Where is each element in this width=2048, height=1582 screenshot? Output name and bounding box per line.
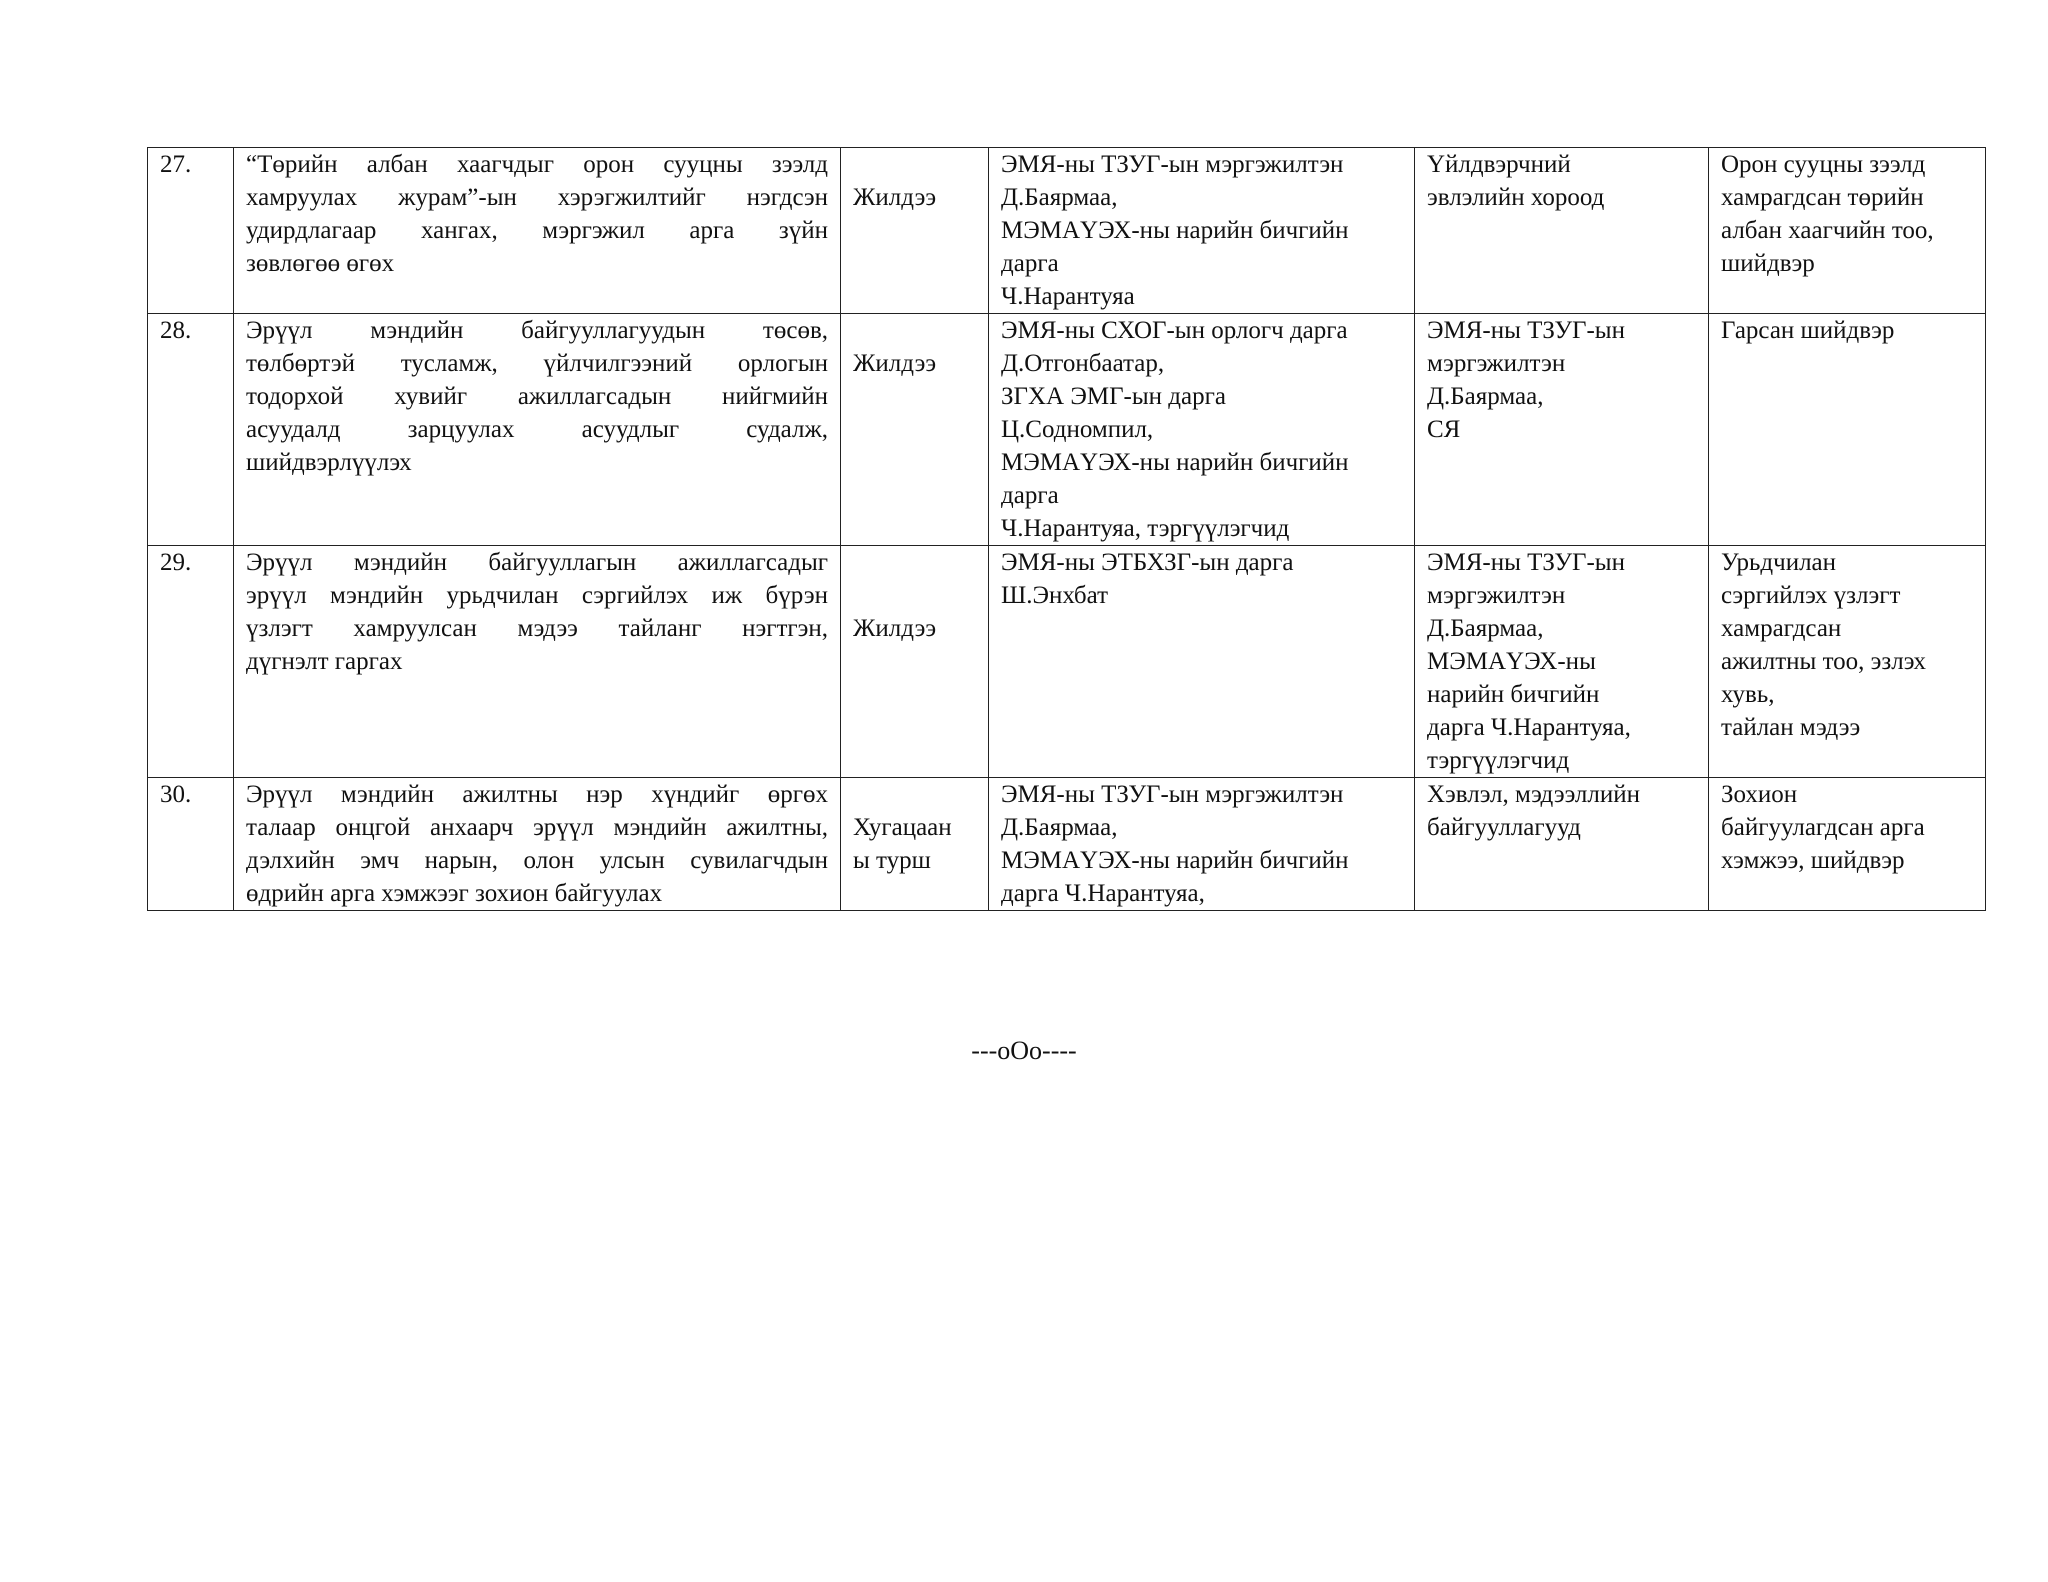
table-row [148,778,1986,911]
row-number-cell [148,314,234,546]
cell-text-line: талаар онцгой анхаарч эрүүл мэндийн ажилтны, [246,814,828,841]
cell-text-line: Хэвлэл, мэдээллийн [1427,781,1640,808]
cell-text-line: хамрагдсан [1721,615,1842,642]
cell-text-line: Эрүүл мэндийн байгууллагуудын төсөв, [246,317,828,344]
line-spacer [853,314,982,347]
cell-text-line: МЭМАҮЭХ-ны нарийн бичгийн [1001,217,1349,244]
line-spacer [853,148,982,181]
cell-text-line: эвлэлийн хороод [1427,184,1605,211]
cell-text-line: Д.Баярмаа, [1001,184,1118,211]
cell-text-line: “Төрийн албан хаагчдыг орон сууцны зээлд [246,151,828,178]
partners-cell [1415,314,1709,546]
cell-text-line: дэлхийн эмч нарын, олон улсын сувилагчдын [246,847,828,874]
cell-text-line: байгуулагдсан арга [1721,814,1925,841]
cell-text-line: дарга [1001,250,1059,277]
cell-text-line: Ч.Нарантуяа, тэргүүлэгчид [1001,515,1290,542]
row-number-cell [148,778,234,911]
indicator-cell [1709,546,1986,778]
cell-text-line: Ч.Нарантуяа [1001,283,1135,310]
cell-text-line: дарга Ч.Нарантуяа, [1001,880,1205,907]
cell-text-line: Жилдээ [853,615,937,642]
table-row [148,314,1986,546]
table-row [148,148,1986,314]
period-cell [841,778,989,911]
cell-text-line: ЭМЯ-ны ЭТБХЗГ-ын дарга [1001,549,1294,576]
cell-text-line: ЭМЯ-ны ТЗУГ-ын мэргэжилтэн [1001,781,1344,808]
cell-text-line: Урьдчилан [1721,549,1837,576]
cell-text-line: эрүүл мэндийн урьдчилан сэргийлэх иж бүрэн [246,582,828,609]
cell-text-line: ЭМЯ-ны ТЗУГ-ын [1427,549,1625,576]
partners-cell [1415,546,1709,778]
cell-text-line: өдрийн арга хэмжээг зохион байгуулах [246,880,663,907]
cell-text-line: Ц.Содномпил, [1001,416,1154,443]
cell-text-line: тэргүүлэгчид [1427,747,1570,774]
period-cell [841,148,989,314]
row-number-cell [148,546,234,778]
cell-text-line: МЭМАҮЭХ-ны [1427,648,1596,675]
cell-text-line: тодорхой хувийг ажиллагсадын нийгмийн [246,383,828,410]
cell-text-line: хамрагдсан төрийн [1721,184,1924,211]
cell-text-line: асуудалд зарцуулах асуудлыг судалж, [246,416,828,443]
cell-text-line: Ш.Энхбат [1001,582,1108,609]
row-number: 28. [160,317,192,344]
indicator-cell [1709,314,1986,546]
cell-text-line: СЯ [1427,416,1461,443]
responsible-cell [989,314,1415,546]
cell-text-line: Д.Баярмаа, [1001,814,1118,841]
row-number: 30. [160,781,192,808]
cell-text-line: Жилдээ [853,350,937,377]
cell-text-line: Зохион [1721,781,1798,808]
cell-text-line: шийдвэрлүүлэх [246,449,412,476]
cell-text-line: ы турш [853,847,931,874]
responsible-cell [989,148,1415,314]
cell-text-line: мэргэжилтэн [1427,582,1566,609]
responsible-cell [989,778,1415,911]
cell-text-line: удирдлагаар хангах, мэргэжил арга зүйн [246,217,828,244]
action-plan-table [147,147,1986,911]
line-spacer [853,778,982,811]
cell-text-line: Гарсан шийдвэр [1721,317,1895,344]
cell-text-line: МЭМАҮЭХ-ны нарийн бичгийн [1001,847,1349,874]
indicator-cell [1709,778,1986,911]
cell-text-line: Эрүүл мэндийн байгууллагын ажиллагсадыг [246,549,828,576]
cell-text-line: дарга Ч.Нарантуяа, [1427,714,1631,741]
cell-text-line: мэргэжилтэн [1427,350,1566,377]
cell-text-line: хувь, [1721,681,1775,708]
cell-text-line: ЭМЯ-ны ТЗУГ-ын [1427,317,1625,344]
period-cell [841,314,989,546]
cell-text-line: Хугацаан [853,814,952,841]
task-cell [234,546,841,778]
cell-text-line: Орон сууцны зээлд [1721,151,1926,178]
document-end-mark: ---oOo---- [971,1036,1077,1065]
cell-text-line: Д.Баярмаа, [1427,615,1544,642]
cell-text-line: дүгнэлт гаргах [246,648,403,675]
cell-text-line: тайлан мэдээ [1721,714,1861,741]
partners-cell [1415,148,1709,314]
cell-text-line: МЭМАҮЭХ-ны нарийн бичгийн [1001,449,1349,476]
cell-text-line: дарга [1001,482,1059,509]
cell-text-line: ЭМЯ-ны ТЗУГ-ын мэргэжилтэн [1001,151,1344,178]
cell-text-line: Жилдээ [853,184,937,211]
responsible-cell [989,546,1415,778]
cell-text-line: байгууллагууд [1427,814,1581,841]
cell-text-line: Д.Баярмаа, [1427,383,1544,410]
cell-text-line: ажилтны тоо, эзлэх [1721,648,1927,675]
cell-text-line: Эрүүл мэндийн ажилтны нэр хүндийг өргөх [246,781,828,808]
cell-text-line: албан хаагчийн тоо, [1721,217,1934,244]
task-cell [234,778,841,911]
cell-text-line: төлбөртэй тусламж, үйлчилгээний орлогын [246,350,828,377]
cell-text-line: зөвлөгөө өгөх [246,250,395,277]
cell-text-line: Үйлдвэрчний [1427,151,1571,178]
cell-text-line: хамруулах журам”-ын хэрэгжилтийг нэгдсэн [246,184,828,211]
cell-text-line: Д.Отгонбаатар, [1001,350,1165,377]
cell-text-line: үзлэгт хамруулсан мэдээ тайланг нэгтгэн, [246,615,828,642]
cell-text-line: ЗГХА ЭМГ-ын дарга [1001,383,1226,410]
cell-text-line: шийдвэр [1721,250,1815,277]
task-cell [234,314,841,546]
cell-text-line: сэргийлэх үзлэгт [1721,582,1901,609]
task-cell [234,148,841,314]
row-number: 27. [160,151,192,178]
cell-text-line: хэмжээ, шийдвэр [1721,847,1905,874]
row-number-cell [148,148,234,314]
cell-text-line: нарийн бичгийн [1427,681,1600,708]
cell-text-line: ЭМЯ-ны СХОГ-ын орлогч дарга [1001,317,1348,344]
row-number: 29. [160,549,192,576]
period-cell [841,546,989,778]
line-spacer [853,546,982,612]
partners-cell [1415,778,1709,911]
indicator-cell [1709,148,1986,314]
table-row [148,546,1986,778]
